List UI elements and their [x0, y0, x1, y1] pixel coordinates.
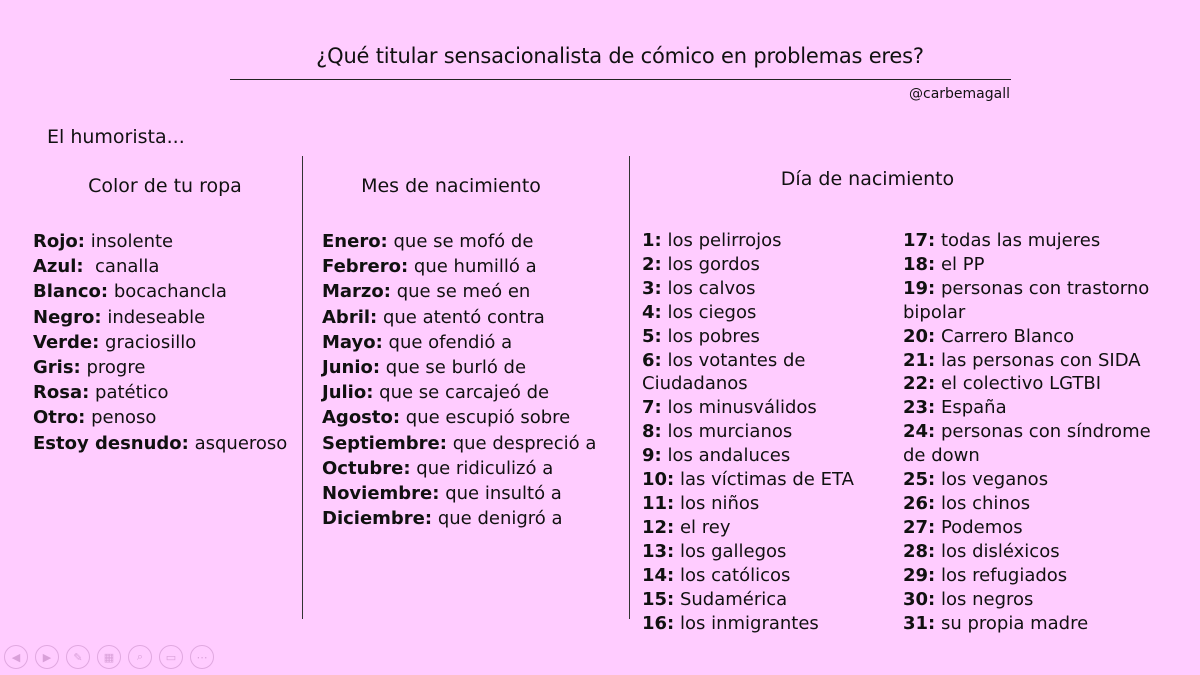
- list-item: [322, 506, 596, 531]
- list-item: [642, 444, 882, 468]
- list-item: [903, 277, 1156, 325]
- list-item: [322, 330, 596, 355]
- item-value: los minusválidos: [661, 397, 817, 419]
- list-item: [33, 380, 287, 405]
- list-item: [903, 612, 1153, 636]
- item-key: 4:: [642, 301, 662, 323]
- item-key: Azul:: [33, 256, 84, 278]
- item-value: los refugiados: [935, 564, 1068, 586]
- item-value: los andaluces: [661, 445, 791, 467]
- list-item: [903, 492, 1153, 516]
- list-item: [642, 540, 882, 564]
- item-value: los chinos: [935, 492, 1031, 514]
- item-value: que ridiculizó a: [410, 457, 554, 479]
- presentation-controls: [4, 645, 214, 669]
- intro-text: El humorista...: [47, 126, 185, 148]
- list-item: [33, 254, 287, 279]
- list-item: [642, 325, 882, 349]
- list-item: [322, 431, 596, 456]
- item-value: que se meó en: [390, 281, 531, 303]
- item-key: Verde:: [33, 331, 100, 353]
- list-item: [33, 305, 287, 330]
- item-value: los veganos: [935, 469, 1049, 491]
- item-key: Febrero:: [322, 256, 409, 278]
- column-divider: [302, 156, 303, 619]
- item-value: los pelirrojos: [661, 230, 782, 251]
- item-key: 3:: [642, 277, 662, 299]
- list-item: [642, 229, 882, 253]
- list-item: [322, 229, 596, 254]
- item-value: graciosillo: [99, 331, 197, 353]
- month-list: [322, 229, 596, 531]
- item-key: Junio:: [322, 357, 381, 379]
- day-list-left: [642, 229, 882, 635]
- item-value: los ciegos: [661, 301, 757, 323]
- item-key: Rojo:: [33, 231, 85, 252]
- item-key: Enero:: [322, 231, 388, 252]
- next-icon[interactable]: ▶: [35, 645, 59, 669]
- list-item: [642, 277, 882, 301]
- list-item: [33, 405, 287, 430]
- list-item: [642, 468, 882, 492]
- item-key: 12:: [642, 516, 675, 538]
- item-key: Julio:: [322, 382, 374, 404]
- item-value: Podemos: [935, 516, 1023, 538]
- list-item: [322, 279, 596, 304]
- slide-title: ¿Qué titular sensacionalista de cómico en problemas eres?: [316, 44, 924, 68]
- list-item: [642, 301, 882, 325]
- item-value: personas con trastorno bipolar: [903, 277, 1156, 323]
- item-value: las personas con SIDA: [935, 349, 1141, 371]
- item-key: 2:: [642, 253, 662, 275]
- slides-icon[interactable]: ▦: [97, 645, 121, 669]
- item-value: los pobres: [661, 325, 760, 347]
- list-item: [903, 420, 1157, 468]
- color-column-heading: Color de tu ropa: [88, 175, 242, 197]
- item-value: que insultó a: [439, 483, 562, 505]
- item-key: 16:: [642, 612, 675, 634]
- list-item: [903, 540, 1153, 564]
- item-key: 13:: [642, 540, 675, 562]
- item-value: asqueroso: [188, 432, 288, 454]
- item-key: 19:: [903, 277, 936, 299]
- item-value: España: [935, 397, 1007, 419]
- item-key: Diciembre:: [322, 508, 433, 530]
- list-item: [903, 468, 1153, 492]
- day-list-right: [903, 229, 1157, 635]
- screen-icon[interactable]: ▭: [159, 645, 183, 669]
- list-item: [642, 420, 882, 444]
- item-value: los gordos: [661, 253, 760, 275]
- previous-icon[interactable]: ◀: [4, 645, 28, 669]
- item-value: el PP: [935, 253, 985, 275]
- item-key: 15:: [642, 588, 675, 610]
- item-value: que escupió sobre: [400, 407, 571, 429]
- item-value: los votantes de Ciudadanos: [642, 349, 812, 395]
- item-key: Mayo:: [322, 331, 383, 353]
- item-key: Blanco:: [33, 281, 109, 303]
- item-key: 27:: [903, 516, 936, 538]
- author-handle: @carbemagall: [909, 86, 1010, 102]
- item-key: Rosa:: [33, 382, 90, 404]
- item-value: personas con síndrome de down: [903, 421, 1157, 467]
- item-key: Gris:: [33, 357, 81, 379]
- item-value: que ofendió a: [382, 331, 513, 353]
- list-item: [903, 564, 1153, 588]
- item-value: su propia madre: [935, 612, 1089, 634]
- item-key: 10:: [642, 469, 675, 491]
- item-value: los negros: [935, 588, 1034, 610]
- item-key: 8:: [642, 421, 662, 443]
- item-key: Marzo:: [322, 281, 391, 303]
- list-item: [642, 492, 882, 516]
- item-key: Septiembre:: [322, 432, 447, 454]
- list-item: [642, 396, 882, 420]
- title-underline: [230, 79, 1011, 80]
- list-item: [903, 229, 1153, 253]
- list-item: [33, 279, 287, 304]
- item-value: que se burló de: [380, 357, 527, 379]
- list-item: [903, 372, 1153, 396]
- item-key: 29:: [903, 564, 936, 586]
- item-key: 23:: [903, 397, 936, 419]
- list-item: [642, 564, 882, 588]
- list-item: [903, 396, 1153, 420]
- item-key: 7:: [642, 397, 662, 419]
- list-item: [322, 305, 596, 330]
- item-value: el rey: [674, 516, 731, 538]
- item-key: Otro:: [33, 407, 86, 429]
- month-column-heading: Mes de nacimiento: [361, 175, 541, 197]
- item-value: que se carcajeó de: [373, 382, 550, 404]
- item-value: las víctimas de ETA: [674, 469, 854, 491]
- item-key: 6:: [642, 349, 662, 371]
- item-key: 1:: [642, 230, 662, 251]
- item-key: Abril:: [322, 306, 378, 328]
- list-item: [322, 254, 596, 279]
- item-key: 18:: [903, 253, 936, 275]
- pen-icon[interactable]: ✎: [66, 645, 90, 669]
- item-value: que despreció a: [446, 432, 597, 454]
- item-value: canalla: [83, 256, 160, 278]
- item-value: indeseable: [101, 306, 206, 328]
- list-item: [903, 325, 1153, 349]
- list-item: [903, 588, 1153, 612]
- list-item: [642, 349, 882, 397]
- list-item: [322, 456, 596, 481]
- item-key: 28:: [903, 540, 936, 562]
- item-value: penoso: [85, 407, 157, 429]
- item-key: 22:: [903, 373, 936, 395]
- item-value: el colectivo LGTBI: [935, 373, 1102, 395]
- item-key: 31:: [903, 612, 936, 634]
- list-item: [903, 349, 1153, 373]
- item-key: 24:: [903, 421, 936, 443]
- item-value: que humilló a: [408, 256, 537, 278]
- list-item: [903, 516, 1153, 540]
- item-key: 25:: [903, 469, 936, 491]
- list-item: [642, 588, 882, 612]
- color-list: [33, 229, 287, 456]
- list-item: [33, 229, 287, 254]
- item-value: que atentó contra: [377, 306, 545, 328]
- item-key: Negro:: [33, 306, 102, 328]
- item-key: Noviembre:: [322, 483, 440, 505]
- more-icon[interactable]: ⋯: [190, 645, 214, 669]
- item-value: que se mofó de: [387, 231, 534, 252]
- item-key: Estoy desnudo:: [33, 432, 189, 454]
- item-key: 5:: [642, 325, 662, 347]
- list-item: [322, 481, 596, 506]
- item-key: 11:: [642, 492, 675, 514]
- list-item: [903, 253, 1153, 277]
- item-key: 26:: [903, 492, 936, 514]
- list-item: [642, 253, 882, 277]
- zoom-icon[interactable]: ⌕: [128, 645, 152, 669]
- list-item: [322, 405, 596, 430]
- list-item: [642, 612, 882, 636]
- item-key: 21:: [903, 349, 936, 371]
- item-value: Carrero Blanco: [935, 325, 1075, 347]
- item-value: patético: [89, 382, 169, 404]
- list-item: [322, 380, 596, 405]
- item-value: todas las mujeres: [935, 230, 1101, 251]
- item-value: los niños: [674, 492, 760, 514]
- list-item: [322, 355, 596, 380]
- item-value: los gallegos: [674, 540, 787, 562]
- item-key: 17:: [903, 230, 936, 251]
- item-value: los murcianos: [661, 421, 793, 443]
- item-value: que denigró a: [432, 508, 563, 530]
- item-value: los calvos: [661, 277, 756, 299]
- item-key: Octubre:: [322, 457, 411, 479]
- column-divider: [629, 156, 630, 619]
- list-item: [33, 330, 287, 355]
- list-item: [642, 516, 882, 540]
- item-key: 14:: [642, 564, 675, 586]
- item-key: 20:: [903, 325, 936, 347]
- item-value: insolente: [84, 231, 174, 252]
- item-key: 9:: [642, 445, 662, 467]
- list-item: [33, 431, 287, 456]
- item-value: bocachancla: [108, 281, 227, 303]
- item-value: los católicos: [674, 564, 791, 586]
- item-key: 30:: [903, 588, 936, 610]
- item-value: Sudamérica: [674, 588, 788, 610]
- item-value: progre: [80, 357, 146, 379]
- day-column-heading: Día de nacimiento: [780, 168, 955, 190]
- list-item: [33, 355, 287, 380]
- item-value: los disléxicos: [935, 540, 1060, 562]
- item-key: Agosto:: [322, 407, 401, 429]
- item-value: los inmigrantes: [674, 612, 819, 634]
